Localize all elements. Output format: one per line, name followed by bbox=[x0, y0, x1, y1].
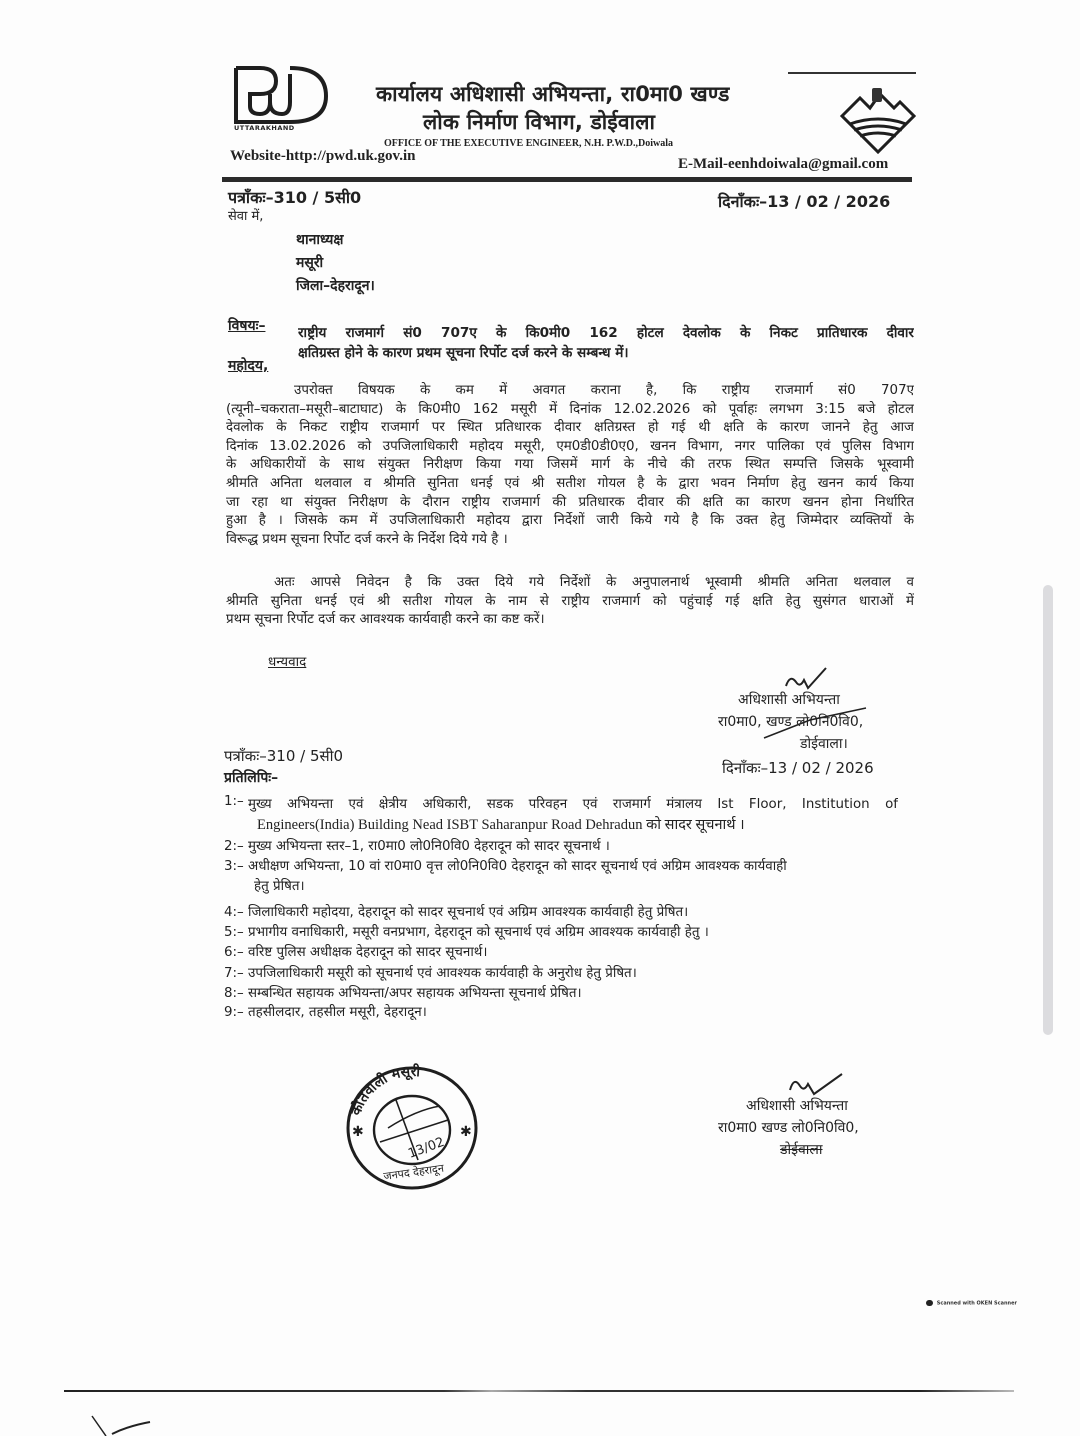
reference-number: पत्रॉंकः–310 / 5सी0 bbox=[228, 188, 362, 207]
copy-signatory-location: डोईवाला bbox=[780, 1142, 823, 1158]
copy-item bbox=[224, 983, 582, 1001]
recipient-line: मसूरी bbox=[296, 255, 324, 271]
handwritten-signature bbox=[786, 1068, 846, 1098]
body-line: अतः आपसे निवेदन है कि उक्त दिये गये निर्देशों के अनुपालनार्थ भूस्वामी श्रीमति अनिता थलवाल व bbox=[274, 575, 914, 590]
subject-label: विषयः– bbox=[228, 318, 266, 334]
subject-line: राष्ट्रीय राजमार्ग सं0 707ए के कि0मी0 162 होटल देवलोक के निकट प्रातिधारक दीवार bbox=[298, 325, 914, 341]
office-title-hindi: कार्यालय अधिशासी अभियन्ता, रा0मा0 खण्ड bbox=[376, 82, 730, 106]
salutation-to: सेवा में, bbox=[228, 209, 264, 224]
signatory-location: डोईवाला। bbox=[800, 736, 848, 752]
copy-item-number: 4:– bbox=[224, 905, 244, 920]
header-scribble bbox=[788, 64, 916, 74]
body-line: जा रहा था संयुक्त निरीक्षण के दौरान राष्ट्रीय राजमार्ग की प्रतिधारक दीवार की क्षति का कारण खनन होना निर्धारित bbox=[226, 494, 914, 510]
scanner-watermark bbox=[926, 1300, 1017, 1307]
copy-item-number: 8:– bbox=[224, 986, 244, 1001]
body-line: श्रीमति सुनिता धनई एवं श्री सतीश गोयल के नाम से राष्ट्रीय राजमार्ग को पहुंचाई गई क्षति हेतु सुसंगत धाराओं में bbox=[226, 593, 914, 609]
copy-item-number: 1:– bbox=[224, 794, 244, 809]
body-line: हुआ है । जिसके कम में उपजिलाधिकारी महोदय द्वारा निर्देशों जारी किये गये है कि उक्त हेतु जिम्मेदार व्यक्तियों के bbox=[226, 513, 914, 529]
body-line: (त्यूनी–चकराता–मसूरी–बाटाघाट) के कि0मी0 162 मसूरी में दिनांक 12.02.2026 को पूर्वाहः लगभग 3:15 बजे होटल bbox=[226, 401, 914, 417]
svg-text:13/02: 13/02 bbox=[406, 1134, 447, 1162]
copy-item-continuation: Engineers(India) Building Nead ISBT Saharanpur Road Dehradun को सादर सूचनार्थ । bbox=[257, 817, 745, 833]
scanner-logo-icon bbox=[926, 1300, 933, 1306]
copy-item bbox=[224, 922, 709, 940]
body-paragraph-1 bbox=[226, 382, 914, 549]
office-title-english: OFFICE OF THE EXECUTIVE ENGINEER, N.H. P.W.D.,Doiwala bbox=[384, 138, 674, 149]
copy-item bbox=[224, 963, 637, 981]
website-link[interactable]: Website-http://pwd.uk.gov.in bbox=[230, 148, 416, 164]
body-line: देवलोक के निकट राष्ट्रीय राजमार्ग पर स्थित प्रतिधारक दीवार क्षतिग्रस्त हो गई थी क्षति के कारण जानने हेतु आज bbox=[226, 420, 914, 436]
body-line: श्रीमति अनिता थलवाल व श्रीमति सुनिता धनई एवं श्री सतीश गोयल है के द्वारा भवन निर्माण हेतु खनन कार्य किया bbox=[226, 475, 914, 491]
body-line: दिनांक 13.02.2026 को उपजिलाधिकारी महोदय मसूरी, एम0डी0डी0ए0, खनन विभाग, नगर पालिका एवं पुलिस विभाग bbox=[226, 438, 914, 454]
signatory-title: अधिशासी अभियन्ता bbox=[738, 692, 840, 708]
copy-item-number: 9:– bbox=[224, 1005, 244, 1020]
copy-item-number: 6:– bbox=[224, 945, 244, 960]
copy-item-text: प्रभागीय वनाधिकारी, मसूरी वनप्रभाग, देहरादून को सूचनार्थ एवं अग्रिम आवश्यक कार्यवाही हेतु । bbox=[248, 925, 709, 940]
copy-item-text: जिलाधिकारी महोदया, देहरादून को सादर सूचनार्थ एवं अग्रिम आवश्यक कार्यवाही हेतु प्रेषित। bbox=[248, 905, 689, 920]
greeting: महोदय, bbox=[228, 358, 269, 374]
copy-item-text: मुख्य अभियन्ता स्तर–1, रा0मा0 लो0नि0वि0 देहरादून को सादर सूचनार्थ । bbox=[248, 839, 610, 854]
department-title-hindi: लोक निर्माण विभाग, डोईवाला bbox=[423, 110, 656, 134]
copy-item-text: मुख्य अभियन्ता एवं क्षेत्रीय अधिकारी, सडक परिवहन एवं राजमार्ग मंत्रालय Ist Floor, Institution of bbox=[248, 797, 898, 812]
copy-item-number: 7:– bbox=[224, 966, 244, 981]
email-link[interactable]: E-Mail-eenhdoiwala@gmail.com bbox=[678, 156, 889, 172]
page-bottom-edge bbox=[64, 1390, 1014, 1392]
copy-item-text: सम्बन्धित सहायक अभियन्ता/अपर सहायक अभियन्ता सूचनार्थ प्रेषित। bbox=[248, 986, 582, 1001]
copy-item-text: अधीक्षण अभियन्ता, 10 वां रा0मा0 वृत्त लो0नि0वि0 देहरादून को सादर सूचनार्थ एवं अग्रिम आवश्यक कार्यवाही bbox=[248, 859, 787, 874]
copy-item bbox=[224, 794, 914, 812]
vertical-scrollbar[interactable] bbox=[1043, 585, 1053, 1035]
scanner-watermark-text: Scanned with OKEN Scanner bbox=[936, 1300, 1017, 1307]
copy-item bbox=[224, 942, 487, 960]
body-line: विरूद्ध प्रथम सूचना रिर्पोट दर्ज करने के निर्देश दिये गये है । bbox=[226, 531, 508, 547]
next-page-mark bbox=[88, 1414, 158, 1436]
copy-item-text: उपजिलाधिकारी मसूरी को सूचनार्थ एवं आवश्यक कार्यवाही के अनुरोध हेतु प्रेषित। bbox=[248, 966, 637, 981]
copy-item-number: 5:– bbox=[224, 925, 244, 940]
copy-item bbox=[224, 902, 688, 920]
logo-caption: UTTARAKHAND bbox=[234, 124, 295, 132]
recipient-line: जिला–देहरादून। bbox=[296, 278, 375, 294]
svg-text:कोतवाली मसूरी: कोतवाली मसूरी bbox=[348, 1063, 421, 1118]
copy-heading: प्रतिलिपिः– bbox=[224, 770, 279, 786]
copy-reference-number: पत्रॉंकः–310 / 5सी0 bbox=[224, 747, 344, 765]
copy-item bbox=[224, 856, 787, 874]
police-station-stamp bbox=[336, 1050, 486, 1190]
svg-text:✱: ✱ bbox=[460, 1124, 472, 1140]
pwd-logo bbox=[230, 64, 330, 132]
copy-date: दिनॉंकः–13 / 02 / 2026 bbox=[722, 759, 874, 777]
recipient-line: थानाध्यक्ष bbox=[296, 232, 344, 248]
uttarakhand-emblem-icon bbox=[838, 84, 916, 154]
copy-item-number: 2:– bbox=[224, 839, 244, 854]
letter-date: दिनॉंकः–13 / 02 / 2026 bbox=[718, 192, 891, 211]
svg-text:जनपद देहरादून: जनपद देहरादून bbox=[382, 1161, 445, 1183]
copy-item-text: तहसीलदार, तहसील मसूरी, देहरादून। bbox=[248, 1005, 427, 1020]
copy-signatory-title: अधिशासी अभियन्ता bbox=[746, 1098, 848, 1114]
body-line: प्रथम सूचना रिर्पोट दर्ज कर आवश्यक कार्यवाही करने का कष्ट करें। bbox=[226, 612, 545, 628]
copy-signatory-office: रा0मा0 खण्ड लो0नि0वि0, bbox=[718, 1120, 859, 1136]
copy-item bbox=[224, 1002, 427, 1020]
letterhead-divider bbox=[222, 177, 912, 182]
body-line: के अधिकारीयों के साथ संयुक्त निरीक्षण किया गया जिसमें मार्ग के नीचे की तरफ स्थित सम्पत्ति जिसके भूस्वामी bbox=[226, 457, 914, 473]
body-paragraph-2 bbox=[226, 574, 914, 630]
copy-item bbox=[224, 836, 610, 854]
closing-thanks: धन्यवाद bbox=[268, 654, 307, 670]
body-line: उपरोक्त विषयक के कम में अवगत कराना है, कि राष्ट्रीय राजमार्ग सं0 707ए bbox=[294, 383, 914, 398]
copy-item-text: वरिष्ट पुलिस अधीक्षक देहरादून को सादर सूचनार्थ। bbox=[248, 945, 488, 960]
signatory-office: रा0मा0, खण्ड लो0नि0वि0, bbox=[718, 714, 864, 730]
subject-line: क्षतिग्रस्त होने के कारण प्रथम सूचना रिर्पोट दर्ज करने के सम्बन्ध में। bbox=[298, 345, 629, 361]
svg-text:✱: ✱ bbox=[352, 1124, 364, 1140]
copy-item-continuation: हेतु प्रेषित। bbox=[254, 879, 305, 894]
copy-item-number: 3:– bbox=[224, 859, 244, 874]
